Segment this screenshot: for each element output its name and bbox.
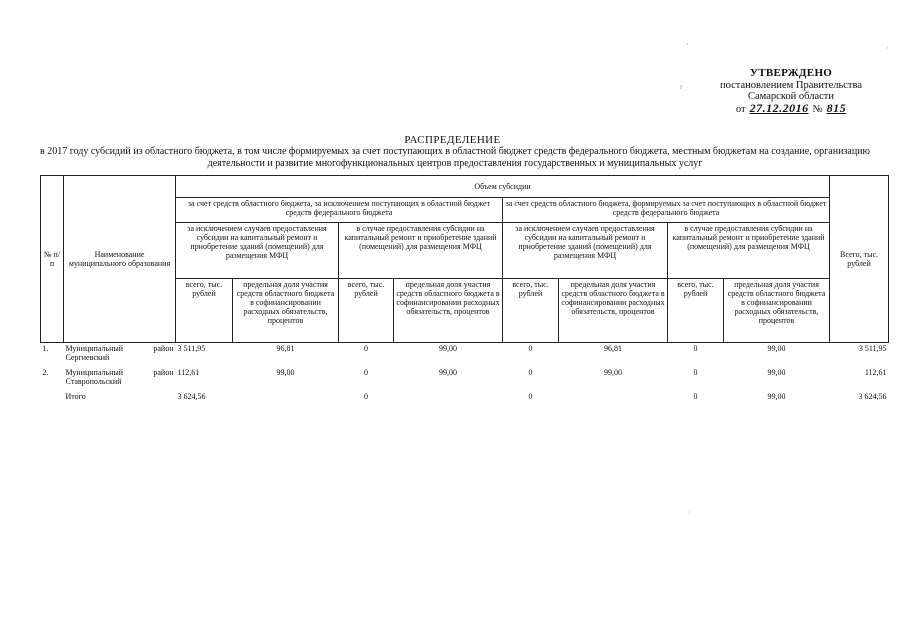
header-all-b2: всего, тыс. рублей: [668, 279, 724, 343]
totals-label: Итого: [65, 391, 86, 401]
totals-b2-share: 99,00: [767, 391, 786, 401]
row-b1-total: 0: [528, 344, 533, 353]
row-a1-total: 112,61: [177, 367, 200, 377]
row-a2-share: 99,00: [439, 344, 457, 353]
row-a2-share: 99,00: [439, 367, 457, 377]
row-b2-total: 0: [693, 344, 698, 353]
header-share-a1: предельная доля участия средств областного бюджета в софинансировании расходных обязательств, процентов: [233, 279, 339, 343]
header-sub-b1: за исключением случаев предоставления субсидии на капитальный ремонт и приобретение зданий (помещений) для размещения МФЦ: [503, 223, 668, 279]
row-b2-total: 0: [693, 367, 698, 377]
row-total: 3 511,95: [858, 344, 887, 353]
totals-a1-total: 3 624,56: [177, 391, 206, 401]
scan-speck: ˀ: [680, 84, 682, 93]
approval-line2: Самарской области: [748, 91, 834, 102]
table-row: [41, 343, 889, 367]
number-prefix: №: [812, 103, 823, 115]
row-a2-total: 0: [364, 344, 368, 353]
approval-heading: УТВЕРЖДЕНО: [749, 67, 833, 79]
totals-row: [41, 391, 889, 405]
totals-b2-total: 0: [693, 391, 698, 401]
approval-line1: постановлением Правительства: [719, 79, 862, 91]
header-name: Наименование муниципального образования: [64, 176, 176, 343]
row-b1-share: 96,81: [604, 344, 622, 353]
row-name: Муниципальный район Сергиевский: [65, 344, 174, 362]
date-prefix: от: [735, 103, 746, 115]
row-b1-share: 99,00: [604, 367, 622, 377]
number-value: 815: [826, 100, 847, 115]
scan-speck: ·: [686, 40, 689, 49]
scan-speck: ·: [886, 44, 889, 53]
header-sub-a2: в случае предоставления субсидии на капитальный ремонт и приобретение зданий (помещений) для размещения МФЦ: [339, 223, 503, 279]
row-a1-share: 96,81: [276, 344, 295, 353]
header-num: № п/п: [41, 176, 64, 343]
header-all-a1: всего, тыс. рублей: [176, 279, 233, 343]
document-title: РАСПРЕДЕЛЕНИЕ: [404, 134, 501, 146]
date-value: 27.12.2016: [749, 100, 809, 115]
table-row: [41, 367, 889, 391]
header-sub-a1: за исключением случаев предоставления субсидии на капитальный ремонт и приобретение зданий (помещений) для размещения МФЦ: [176, 223, 339, 279]
totals-a2-total: 0: [364, 391, 368, 401]
distribution-table: [40, 175, 889, 405]
approval-block: [716, 68, 866, 115]
row-a2-total: 0: [364, 367, 368, 377]
row-a1-share: 99,00: [276, 367, 295, 377]
header-volume: Объем субсидии: [176, 176, 830, 198]
header-share-b1: предельная доля участия средств областного бюджета в софинансировании расходных обязательств, процентов: [559, 279, 668, 343]
row-total: 112,61: [864, 367, 887, 377]
row-b2-share: 99,00: [767, 344, 786, 353]
row-num: 1.: [42, 344, 49, 353]
row-b2-share: 99,00: [767, 367, 786, 377]
document-subtitle: в 2017 году субсидий из областного бюджета, в том числе формируемых за счет поступающих в областной бюджет средств федерального бюджета, местным бюджетам на создание, организацию деятельности и развитие многофункциональных центров предоставления государственных и муниципальных услуг: [40, 146, 870, 169]
header-share-a2: предельная доля участия средств областного бюджета в софинансировании расходных обязательств, процентов: [394, 279, 503, 343]
totals-total: 3 624,56: [858, 391, 887, 401]
row-a1-total: 3 511,95: [177, 344, 206, 353]
header-all-a2: всего, тыс. рублей: [339, 279, 394, 343]
header-sub-b2: в случае предоставления субсидии на капитальный ремонт и приобретение зданий (помещений) для размещения МФЦ: [668, 223, 830, 279]
header-share-b2: предельная доля участия средств областного бюджета в софинансировании расходных обязательств, процентов: [724, 279, 830, 343]
scan-speck: ·: [688, 508, 691, 517]
header-all-b1: всего, тыс. рублей: [503, 279, 559, 343]
row-num: 2.: [42, 367, 49, 377]
approval-date-row: [716, 100, 866, 116]
totals-b1-total: 0: [528, 391, 533, 401]
header-total: Всего, тыс. рублей: [830, 176, 889, 343]
header-group-a: за счет средств областного бюджета, за исключением поступающих в областной бюджет средств федерального бюджета: [176, 198, 503, 223]
row-name: Муниципальный район Ставропольский: [65, 367, 174, 386]
header-group-b: за счет средств областного бюджета, формируемых за счет поступающих в областной бюджет средств федерального бюджета: [503, 198, 830, 223]
row-b1-total: 0: [528, 367, 533, 377]
